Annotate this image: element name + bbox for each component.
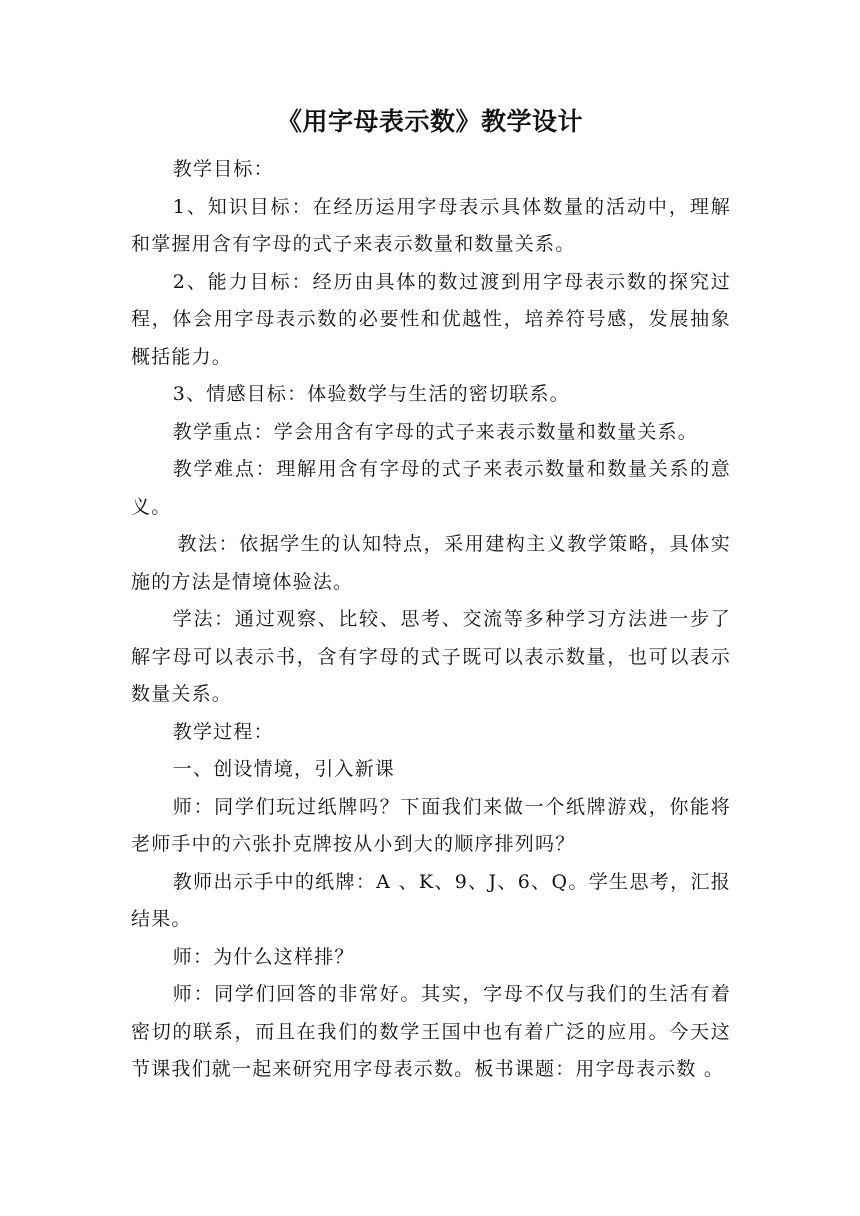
document-body [131, 151, 731, 1089]
paragraph-learning-method: 学法：通过观察、比较、思考、交流等多种学习方法进一步了解字母可以表示书，含有字母的式子既可以表示数量，也可以表示数量关系。 [131, 608, 731, 705]
document-title: 《用字母表示数》教学设计 [276, 107, 583, 136]
paragraph-teaching-process-heading: 教学过程： [172, 720, 274, 743]
paragraph-teacher-shows-cards: 教师出示手中的纸牌：A 、K、9、J、6、Q。学生思考，汇报结果。 [131, 870, 731, 930]
paragraph-teacher-question-cards: 师：同学们玩过纸牌吗？下面我们来做一个纸牌游戏，你能将老师手中的六张扑克牌按从小到大的顺序排列吗？ [131, 795, 731, 855]
paragraph-emotion-goal: 3、情感目标：体验数学与生活的密切联系。 [172, 383, 570, 405]
paragraph-section-one-heading: 一、创设情境，引入新课 [172, 758, 395, 780]
paragraph-teaching-difficulty: 教学难点：理解用含有字母的式子来表示数量和数量关系的意义。 [131, 458, 731, 518]
paragraph-teaching-focus: 教学重点：学会用含有字母的式子来表示数量和数量关系。 [172, 420, 698, 443]
paragraph-teacher-intro-topic: 师：同学们回答的非常好。其实，字母不仅与我们的生活有着密切的联系，而且在我们的数学王国中也有着广泛的应用。今天这节课我们就一起来研究用字母表示数。板书课题：用字母表示数 。 [131, 983, 731, 1080]
paragraph-knowledge-goal: 1、知识目标：在经历运用字母表示具体数量的活动中，理解和掌握用含有字母的式子来表示数量和数量关系。 [131, 195, 731, 255]
paragraph-teacher-why: 师：为什么这样排？ [172, 945, 355, 968]
paragraph-teaching-goals-heading: 教学目标： [172, 158, 274, 180]
paragraph-ability-goal: 2、能力目标：经历由具体的数过渡到用字母表示数的探究过程，体会用字母表示数的必要性和优越性，培养符号感，发展抽象概括能力。 [131, 270, 731, 368]
paragraph-teaching-method: 教法：依据学生的认知特点，采用建构主义教学策略，具体实施的方法是情境体验法。 [131, 533, 731, 593]
